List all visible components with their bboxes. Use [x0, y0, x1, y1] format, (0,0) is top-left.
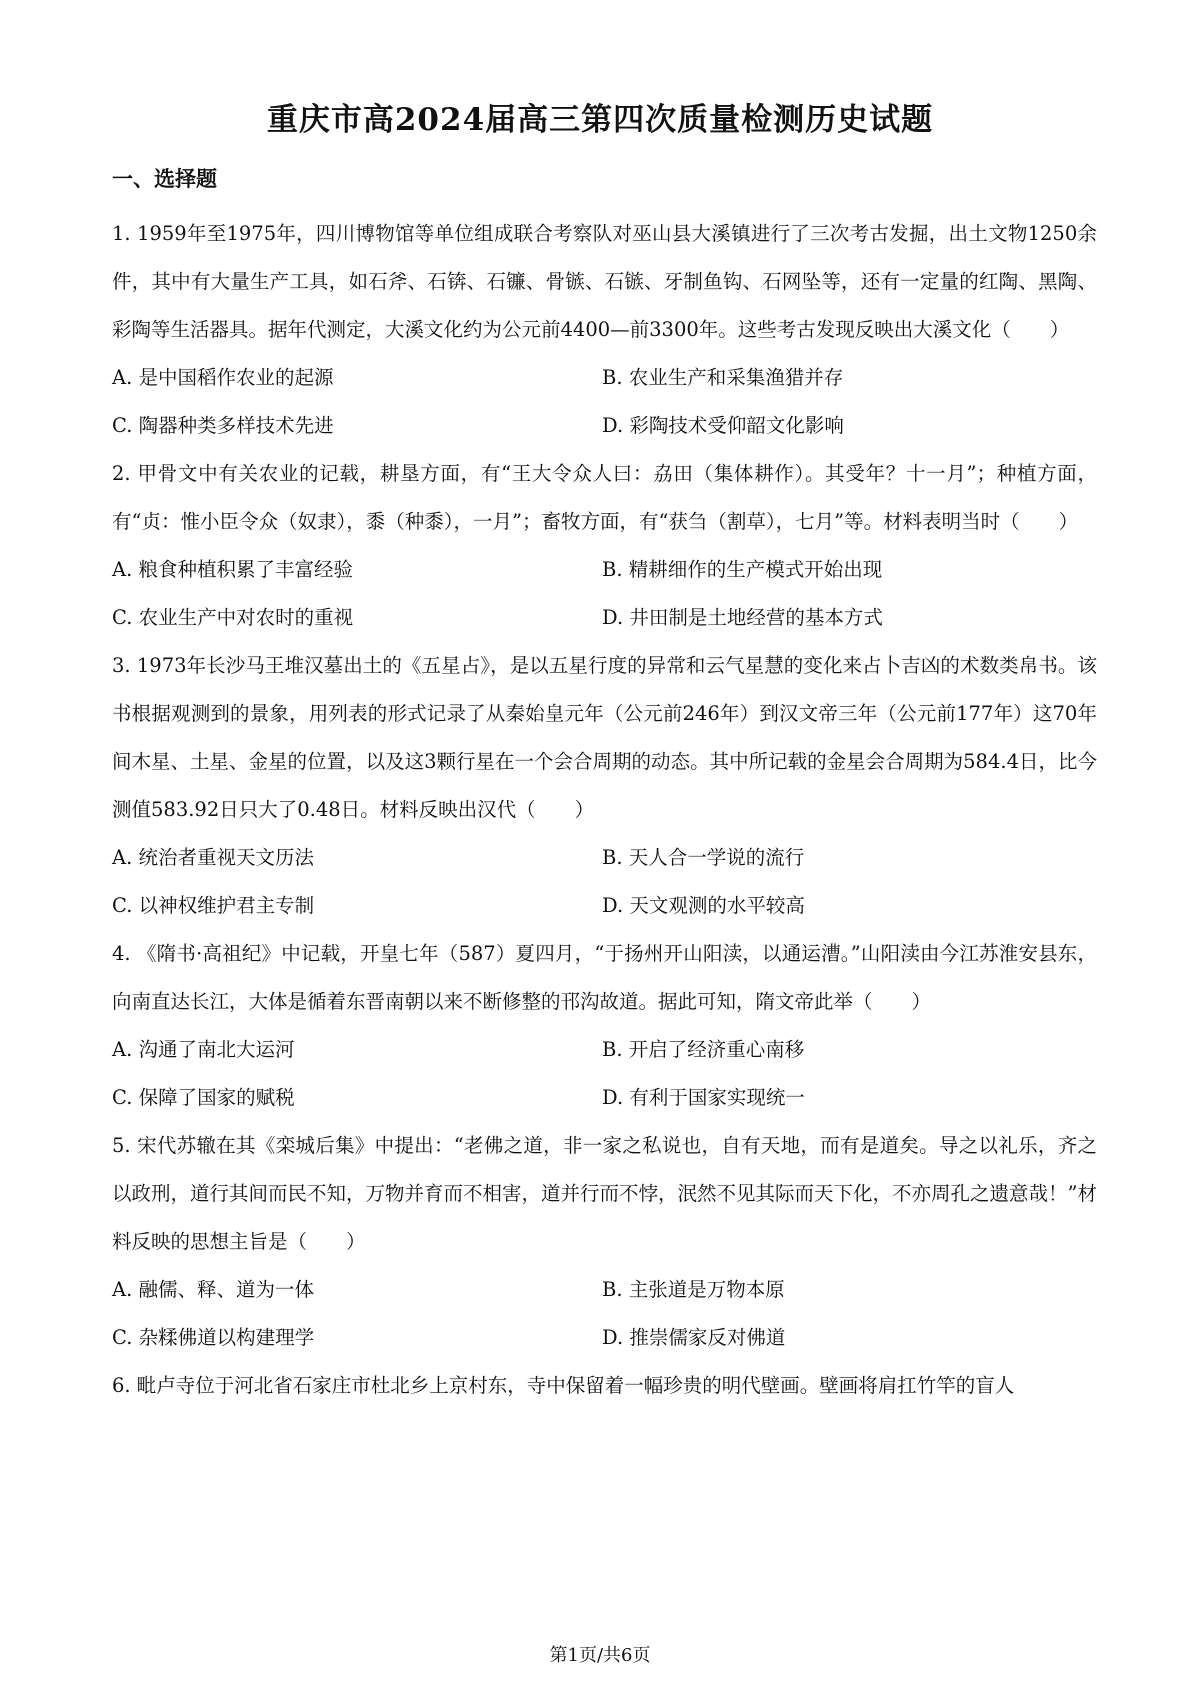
option-a: A. 融儒、释、道为一体	[112, 1278, 314, 1301]
question-stem: 6. 毗卢寺位于河北省石家庄市杜北乡上京村东，寺中保留着一幅珍贵的明代壁画。壁画将肩扛竹竿的盲人	[112, 1374, 1015, 1397]
options-grid	[112, 1266, 1097, 1362]
question-2	[112, 450, 1097, 642]
question-5	[112, 1122, 1097, 1362]
options-grid	[112, 1026, 1097, 1122]
question-stem: 1. 1959年至1975年，四川博物馆等单位组成联合考察队对巫山县大溪镇进行了三次考古发掘，出土文物1250余件，其中有大量生产工具，如石斧、石锛、石镰、骨镞、石镞、牙制鱼钩、石网坠等，还有一定量的红陶、黑陶、彩陶等生活器具。据年代测定，大溪文化约为公元前4400—前3300年。这些考古发现反映出大溪文化（ ）	[112, 222, 1097, 341]
option-c: C. 陶器种类多样技术先进	[112, 414, 334, 437]
option-b: B. 农业生产和采集渔猎并存	[602, 366, 844, 389]
question-stem: 3. 1973年长沙马王堆汉墓出土的《五星占》，是以五星行度的异常和云气星慧的变化来占卜吉凶的术数类帛书。该书根据观测到的景象，用列表的形式记录了从秦始皇元年（公元前246年）到汉文帝三年（公元前177年）这70年间木星、土星、金星的位置，以及这3颗行星在一个会合周期的动态。其中所记载的金星会合周期为584.4日，比今测值583.92日只大了0.48日。材料反映出汉代（ ）	[112, 654, 1097, 821]
option-b: B. 天人合一学说的流行	[602, 846, 805, 869]
question-stem: 4. 《隋书·高祖纪》中记载，开皇七年（587）夏四月，“于扬州开山阳渎，以通运漕。”山阳渎由今江苏淮安县东，向南直达长江，大体是循着东晋南朝以来不断修整的邗沟故道。据此可知，隋文帝此举（ ）	[112, 942, 1097, 1013]
section-heading: 一、选择题	[112, 166, 217, 191]
options-grid	[112, 834, 1097, 930]
option-d: D. 推崇儒家反对佛道	[602, 1326, 786, 1349]
option-b: B. 主张道是万物本原	[602, 1278, 785, 1301]
option-c: C. 杂糅佛道以构建理学	[112, 1326, 315, 1349]
option-c: C. 保障了国家的赋税	[112, 1086, 295, 1109]
options-grid	[112, 354, 1097, 450]
question-1	[112, 210, 1097, 450]
option-c: C. 农业生产中对农时的重视	[112, 606, 354, 629]
option-d: D. 彩陶技术受仰韶文化影响	[602, 414, 844, 437]
option-d: D. 有利于国家实现统一	[602, 1086, 805, 1109]
question-stem: 5. 宋代苏辙在其《栾城后集》中提出：“老佛之道，非一家之私说也，自有天地，而有是道矣。导之以礼乐，齐之以政刑，道行其间而民不知，万物并育而不相害，道并行而不悖，泯然不见其际而天下化，不亦周孔之遗意哉！”材料反映的思想主旨是（ ）	[112, 1134, 1097, 1253]
page-footer: 第1页/共6页	[549, 1645, 651, 1666]
option-a: A. 是中国稻作农业的起源	[112, 366, 334, 389]
question-6	[112, 1362, 1097, 1410]
option-c: C. 以神权维护君主专制	[112, 894, 315, 917]
option-a: A. 统治者重视天文历法	[112, 846, 314, 869]
option-b: B. 开启了经济重心南移	[602, 1038, 805, 1061]
question-stem: 2. 甲骨文中有关农业的记载，耕垦方面，有“王大令众人曰：劦田（集体耕作）。其受年？十一月”；种植方面，有“贞：惟小臣令众（奴隶），黍（种黍），一月”；畜牧方面，有“获刍（割草），七月”等。材料表明当时（ ）	[112, 462, 1097, 533]
option-a: A. 沟通了南北大运河	[112, 1038, 295, 1061]
option-a: A. 粮食种植积累了丰富经验	[112, 558, 353, 581]
option-d: D. 井田制是土地经营的基本方式	[602, 606, 883, 629]
question-3	[112, 642, 1097, 930]
options-grid	[112, 546, 1097, 642]
question-list	[112, 210, 1097, 1410]
option-d: D. 天文观测的水平较高	[602, 894, 805, 917]
page-title: 重庆市高2024届高三第四次质量检测历史试题	[266, 102, 934, 138]
option-b: B. 精耕细作的生产模式开始出现	[602, 558, 883, 581]
question-4	[112, 930, 1097, 1122]
